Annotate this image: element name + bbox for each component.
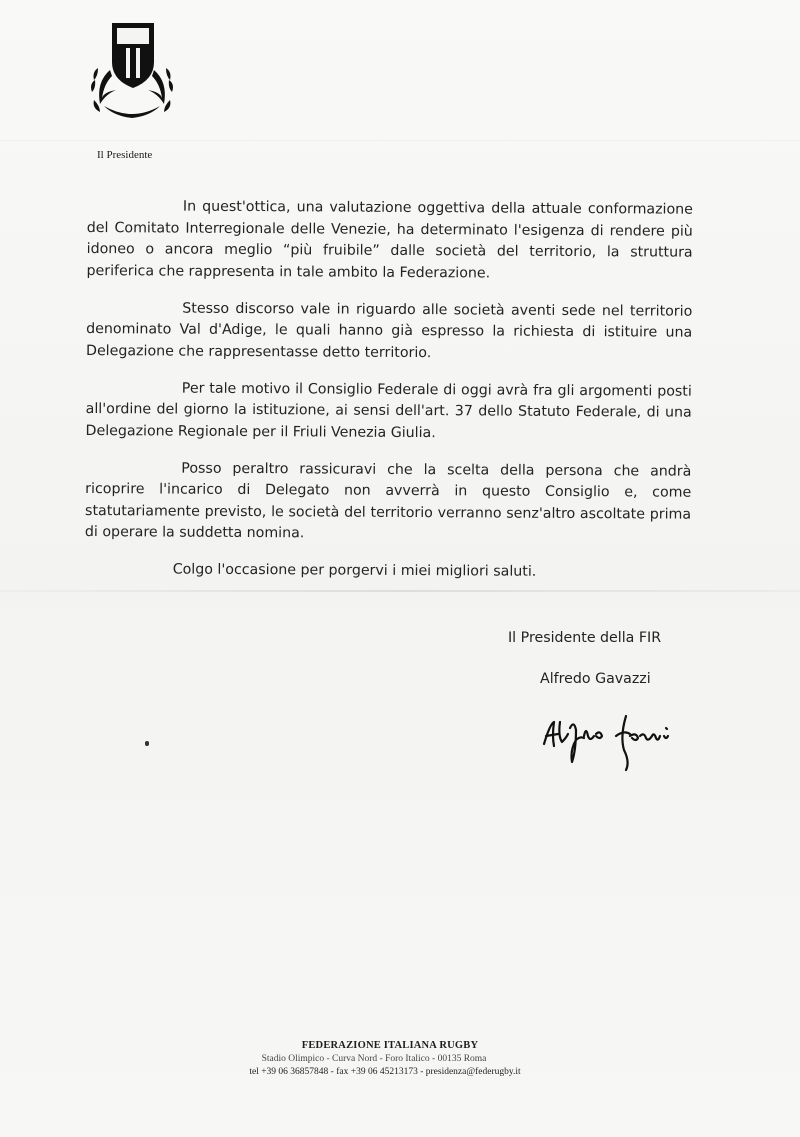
fir-crest-icon (90, 20, 174, 120)
letter-paragraph: Stesso discorso vale in riguardo alle società aventi sede nel territorio denominato Val d'Adige, le quali hanno già espresso la richiesta di istituire una Delegazione che rappresentasse detto territorio. (86, 300, 693, 361)
letter-paragraph: Posso peraltro rassicuravi che la scelta della persona che andrà ricoprire l'incarico di Delegato non avverrà in questo Consiglio e, come statutariamente previsto, le società del territorio verranno senz'altro ascoltate prima di operare la suddetta nomina. (84, 460, 692, 542)
ink-speck (145, 741, 149, 746)
letter-paragraph: In quest'ottica, una valutazione oggettiva della attuale conformazione del Comitato Interregionale delle Venezie, ha determinato l'esigenza di rendere più idoneo o ancora meglio “più fruibile” dalle società del territorio, la struttura periferica che rappresenta in tale ambito la Federazione. (86, 198, 693, 281)
letterhead-footer (190, 1040, 550, 1077)
office-label: Il Presidente (97, 149, 153, 161)
letter-body (85, 196, 693, 600)
paper-fold-line (0, 140, 800, 141)
closing-line: Colgo l'occasione per porgervi i miei migliori saluti. (172, 561, 537, 580)
signatory-name: Alfredo Gavazzi (540, 671, 651, 687)
footer-address: Stadio Olimpico - Curva Nord - Foro Italico - 00135 Roma (261, 1054, 487, 1064)
footer-contacts: tel +39 06 36857848 - fax +39 06 45213173 - presidenza@federugby.it (249, 1067, 521, 1077)
handwritten-signature (540, 706, 680, 776)
footer-organization: FEDERAZIONE ITALIANA RUGBY (301, 1040, 479, 1051)
signatory-title: Il Presidente della FIR (508, 630, 662, 646)
letter-paragraph: Per tale motivo il Consiglio Federale di oggi avrà fra gli argomenti posti all'ordine del giorno la istituzione, ai sensi dell'art. 37 dello Statuto Federale, di una Delegazione Regionale per il Friuli Venezia Giulia. (85, 380, 692, 441)
